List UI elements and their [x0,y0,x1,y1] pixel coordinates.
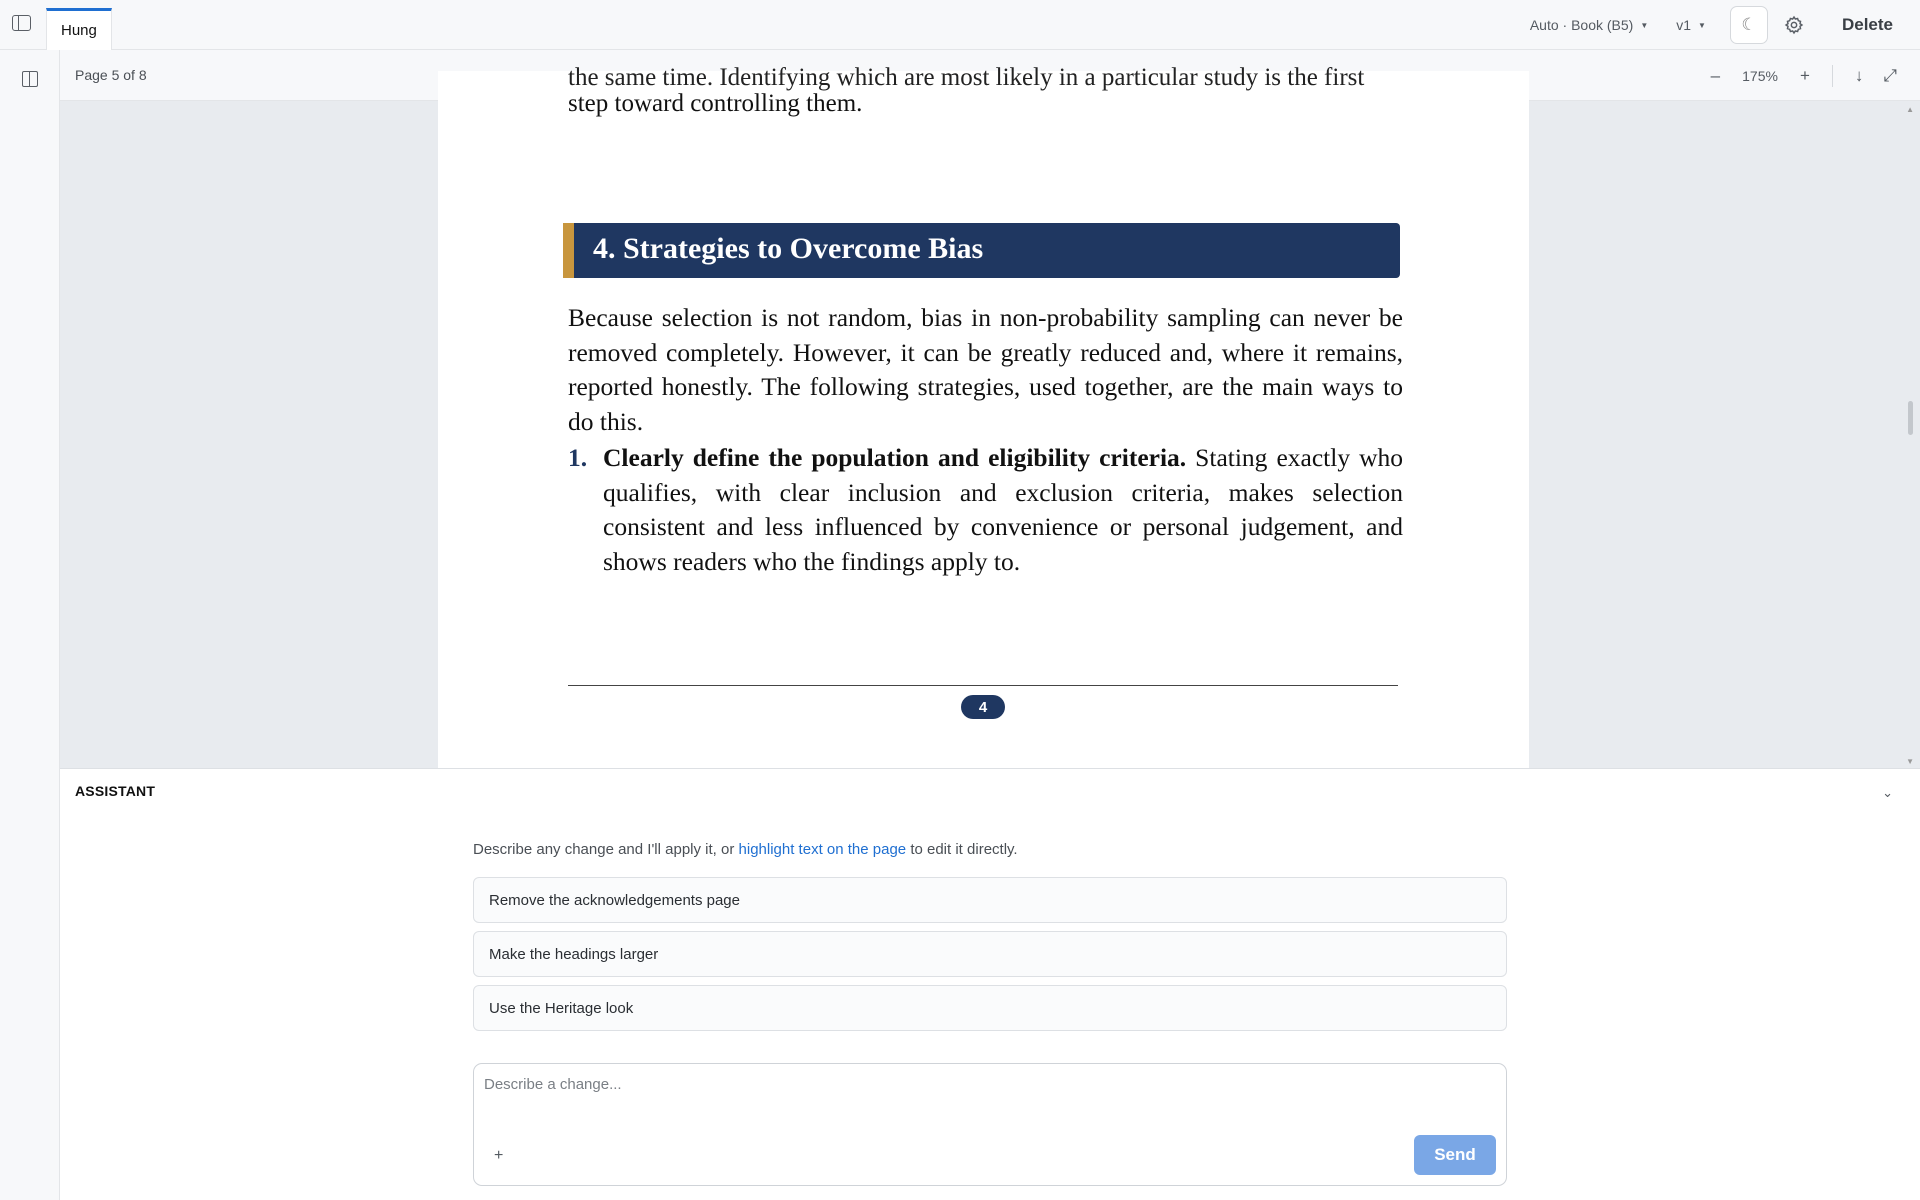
expand-icon[interactable]: ⤢ [1883,65,1897,85]
list-number: 1. [568,443,588,472]
top-bar [0,0,1920,50]
format-select[interactable] [1530,17,1648,33]
page-indicator: Page 5 of 8 [75,67,147,83]
scrollbar-thumb[interactable] [1908,401,1913,435]
scroll-down-icon[interactable]: ▼ [1906,757,1914,766]
assistant-panel [60,768,1920,1200]
document-page [438,64,1529,801]
list-item-body [603,441,1403,579]
version-select[interactable] [1676,17,1706,33]
scroll-up-icon[interactable]: ▲ [1906,105,1914,114]
panel-icon[interactable] [22,71,38,87]
change-input[interactable] [484,1076,1484,1126]
heading-accent-bar [563,223,574,278]
hint-text-before: Describe any change and I'll apply it, or [473,841,739,858]
send-button[interactable]: Send [1414,1135,1496,1175]
download-icon[interactable]: ↓ [1854,65,1864,85]
suggestion-chip[interactable]: Make the headings larger [473,931,1507,977]
section-heading [563,223,1400,278]
zoom-in-button[interactable]: + [1799,65,1810,85]
zoom-controls [1711,50,1920,101]
version-select-label: v1 [1676,17,1692,33]
theme-toggle-button[interactable] [1730,6,1768,44]
tab-hung[interactable]: Hung [46,8,112,50]
sidebar-toggle-icon[interactable] [12,15,31,31]
page-number-badge: 4 [961,695,1005,719]
left-rail [0,50,60,1200]
body-paragraph: Because selection is not random, bias in non-probability sampling can never be removed completely. However, it can be greatly reduced and, where it remains, reported honestly. The following strategies, used together, are the main ways to do this. [568,303,1403,436]
toolbar-divider [1832,65,1833,87]
gear-icon[interactable] [1783,14,1805,36]
top-bar-actions [1530,0,1920,50]
format-select-label: Auto · Book (B5) [1529,17,1634,33]
moon-icon: ☾ [1741,15,1757,34]
partial-paragraph [568,64,1398,123]
list-item-bold: Clearly define the population and eligibility criteria. [603,443,1187,472]
hint-text-after: to edit it directly. [906,841,1018,858]
list-item-text: Stating exactly who qualifies, with clear inclusion and exclusion criteria, makes selection consistent and less influenced by convenience or personal judgement, and shows readers who the findings apply to. [603,443,1403,576]
composer [473,1063,1507,1186]
zoom-level[interactable]: 175% [1742,67,1778,84]
assistant-title: ASSISTANT [75,783,156,799]
caret-down-icon: ▼ [1640,20,1649,30]
hint-link[interactable]: highlight text on the page [738,841,907,858]
caret-down-icon: ▼ [1698,20,1706,30]
suggestion-chip[interactable]: Use the Heritage look [473,985,1507,1031]
footer-rule [568,685,1398,686]
chevron-down-icon[interactable]: ⌄ [1882,785,1893,800]
partial-line: step toward controlling them. [568,90,863,117]
suggestion-chip[interactable]: Remove the acknowledgements page [473,877,1507,923]
list-item [568,441,1403,579]
plus-icon[interactable]: + [494,1147,504,1164]
zoom-out-button[interactable]: – [1710,65,1721,85]
assistant-hint [473,841,1018,858]
delete-button[interactable]: Delete [1841,15,1893,34]
partial-line-cut: the same time. Identifying which are most likely in a particular study is the first [568,64,1365,91]
section-heading-text: 4. Strategies to Overcome Bias [593,232,984,265]
